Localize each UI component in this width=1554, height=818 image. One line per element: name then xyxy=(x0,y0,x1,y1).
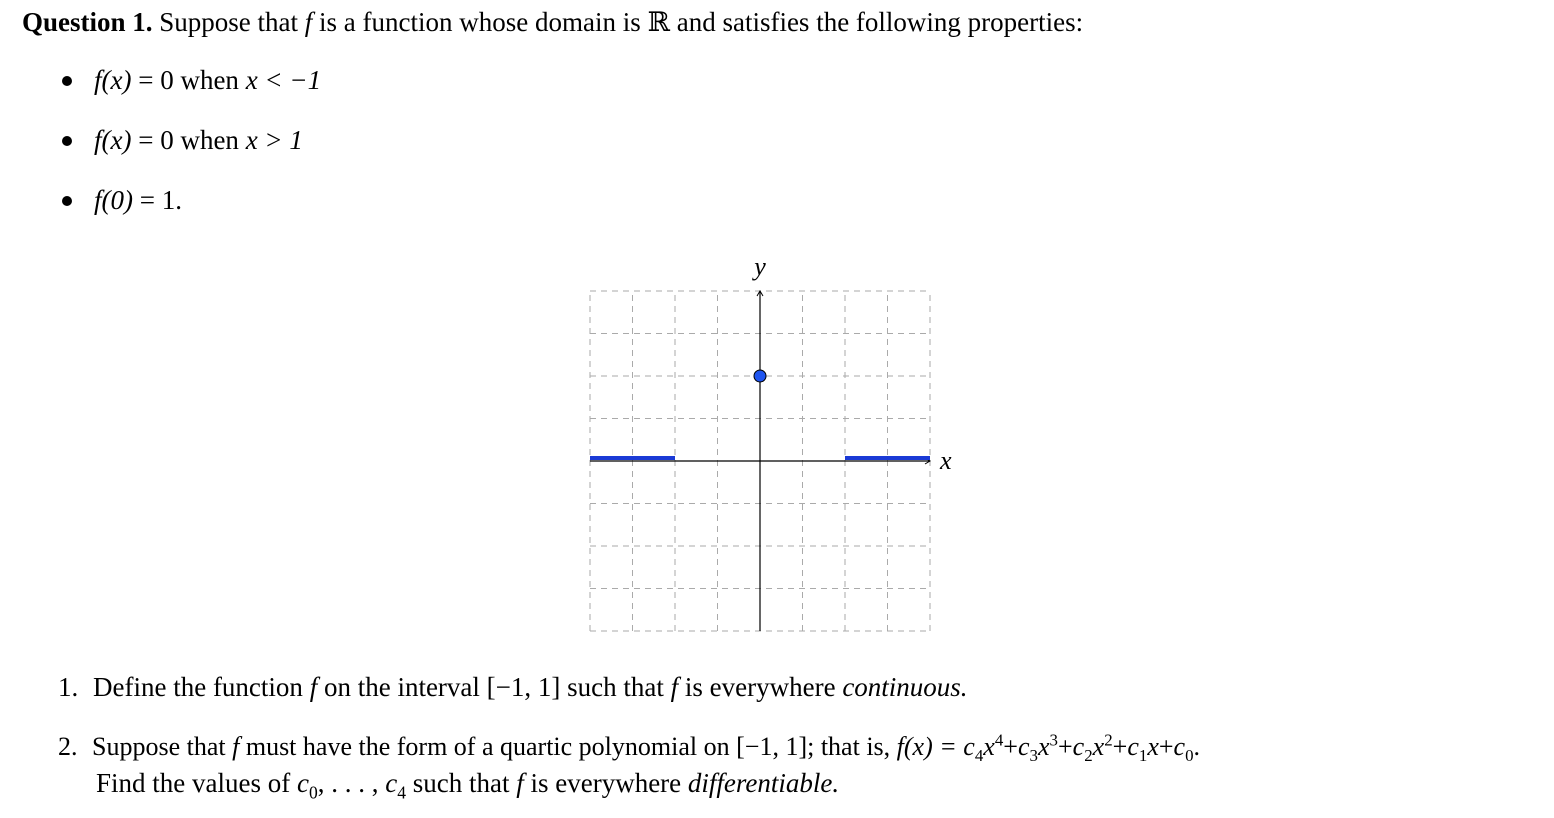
function-symbol: f xyxy=(232,732,240,761)
property-item xyxy=(62,62,321,98)
var: x xyxy=(1147,732,1159,761)
y-axis-label: y xyxy=(754,252,766,281)
coef: c xyxy=(1127,732,1139,761)
coef: c xyxy=(963,732,975,761)
function-symbol: f xyxy=(516,768,524,798)
part-text: on the interval xyxy=(317,672,487,702)
exponent: 3 xyxy=(1049,730,1058,750)
question-label: Question 1. xyxy=(22,7,153,37)
var: x xyxy=(1037,732,1050,761)
part-text: is everywhere xyxy=(523,768,688,798)
interval: [−1, 1] xyxy=(736,732,808,761)
intro-text: Suppose that xyxy=(159,7,305,37)
emphasis-text: continuous. xyxy=(842,672,968,702)
period: . xyxy=(1193,732,1201,761)
property-lhs: f(0) xyxy=(94,185,133,215)
property-item xyxy=(62,182,182,218)
emphasis-text: differentiable. xyxy=(687,768,840,798)
coef-sub: 2 xyxy=(1084,746,1093,766)
property-cond: x < −1 xyxy=(245,65,322,95)
intro-text-end: and satisfies the following properties: xyxy=(669,7,1084,37)
coef-sub: 3 xyxy=(1029,746,1038,766)
part-text: such that xyxy=(560,672,671,702)
part-text: Find the values of xyxy=(96,768,297,798)
exponent: 4 xyxy=(994,730,1004,750)
part-text: ; that is, xyxy=(807,732,897,761)
part-2 xyxy=(58,729,1200,765)
part-2-line-2 xyxy=(96,765,839,801)
coef: c xyxy=(1017,732,1030,761)
coef: c xyxy=(385,768,398,798)
part-text: Define the function xyxy=(93,672,310,702)
plus: + xyxy=(1057,732,1073,761)
property-eq: = 0 when xyxy=(131,125,246,155)
domain-symbol: ℝ xyxy=(647,7,670,37)
coef-sub: 1 xyxy=(1138,746,1148,766)
intro-text-mid: is a function whose domain is xyxy=(312,7,648,37)
function-graph xyxy=(560,250,980,640)
part-1 xyxy=(58,669,968,705)
coef-sub: 4 xyxy=(397,782,406,803)
x-axis-label: x xyxy=(940,446,952,475)
plus: + xyxy=(1158,732,1174,761)
var: x xyxy=(983,732,995,761)
points-layer xyxy=(754,370,766,382)
property-lhs: f(x) xyxy=(94,125,132,155)
coef-sub: 4 xyxy=(974,746,984,766)
part-text: is everywhere xyxy=(678,672,843,702)
data-point xyxy=(754,370,766,382)
property-eq: = 1. xyxy=(132,185,182,215)
property-lhs: f(x) xyxy=(94,65,132,95)
bullet-icon xyxy=(62,76,72,86)
bullet-icon xyxy=(62,196,72,206)
interval: [−1, 1] xyxy=(486,672,561,702)
coef: c xyxy=(1173,732,1186,761)
property-item xyxy=(62,122,303,158)
exponent: 2 xyxy=(1104,730,1113,750)
bullet-icon xyxy=(62,136,72,146)
part-text: such that xyxy=(405,768,517,798)
function-symbol: f xyxy=(309,672,318,702)
coef-sub: 0 xyxy=(1185,746,1194,766)
formula-lhs: f(x) = xyxy=(896,732,964,761)
function-symbol: f xyxy=(670,672,679,702)
var: x xyxy=(1092,732,1105,761)
axes xyxy=(590,291,930,631)
part-number: 2. xyxy=(58,732,78,761)
coef-sub: 0 xyxy=(308,782,318,803)
coef: c xyxy=(1072,732,1085,761)
coef: c xyxy=(296,768,309,798)
ellipsis: , . . . , xyxy=(317,768,386,798)
part-number: 1. xyxy=(58,672,79,702)
property-cond: x > 1 xyxy=(245,125,303,155)
plus: + xyxy=(1112,732,1128,761)
part-text: Suppose that xyxy=(92,732,233,761)
function-symbol: f xyxy=(304,7,313,37)
question-heading xyxy=(22,4,1083,40)
property-eq: = 0 when xyxy=(131,65,246,95)
part-text: must have the form of a quartic polynomial on xyxy=(239,732,737,761)
plus: + xyxy=(1003,732,1018,761)
